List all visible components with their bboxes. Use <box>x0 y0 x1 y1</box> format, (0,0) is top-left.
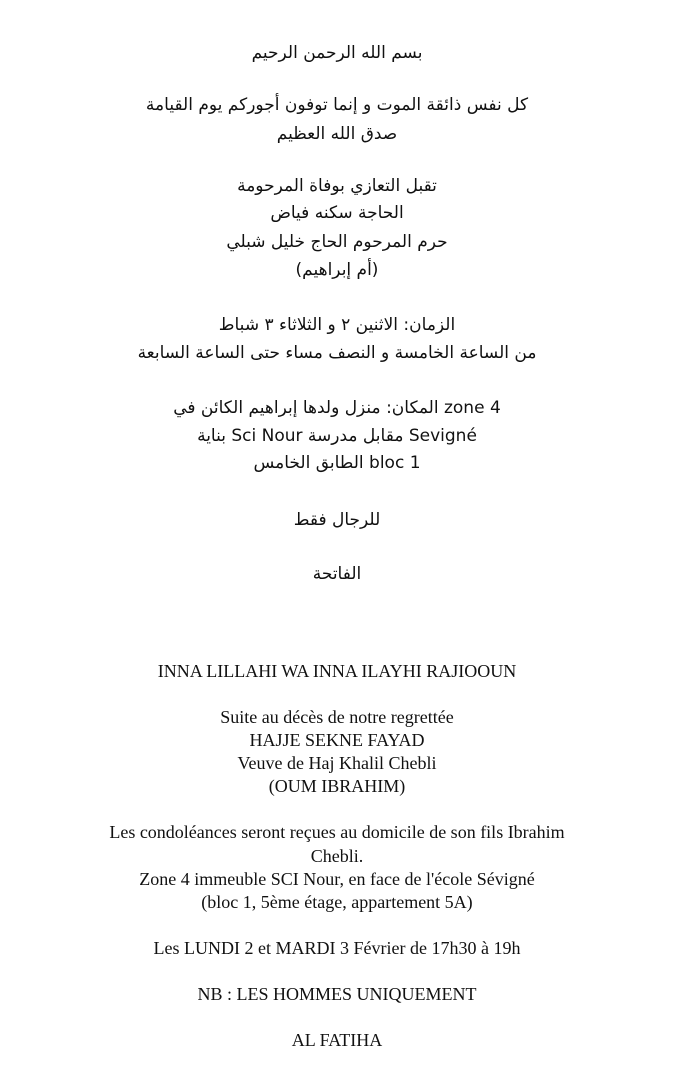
announcement-line: Suite au décès de notre regrettée <box>220 707 454 727</box>
kunya-line: (أم إبراهيم) <box>295 260 379 280</box>
spouse-line: Veuve de Haj Khalil Chebli <box>237 753 437 773</box>
time-line: الزمان: الاثنين ٢ و الثلاثاء ٣ شباط <box>218 315 456 335</box>
building-line: Sevigné مقابل مدرسة Sci Nour بناية <box>197 426 477 446</box>
deceased-name: الحاجة سكنه فياض <box>270 203 404 223</box>
place-line: zone 4 المكان: منزل ولدها إبراهيم الكائن في <box>173 398 501 418</box>
announcement-line: تقبل التعازي بوفاة المرحومة <box>237 176 437 196</box>
floor-line: bloc 1 الطابق الخامس <box>253 453 421 473</box>
address-line: Zone 4 immeuble SCI Nour, en face de l'école Sévigné <box>139 869 535 889</box>
fatiha: AL FATIHA <box>291 1030 383 1050</box>
basmala: بسم الله الرحمن الرحيم <box>251 43 423 63</box>
men-only-note: للرجال فقط <box>293 510 381 530</box>
hours-line: من الساعة الخامسة و النصف مساء حتى الساعة السابعة <box>137 343 537 363</box>
time-line: Les LUNDI 2 et MARDI 3 Février de 17h30 à 19h <box>153 938 521 958</box>
deceased-name: HAJJE SEKNE FAYAD <box>249 730 425 750</box>
condolences-line-cont: Chebli. <box>310 846 364 866</box>
men-only-note: NB : LES HOMMES UNIQUEMENT <box>197 984 477 1004</box>
kunya-line: (OUM IBRAHIM) <box>268 776 406 796</box>
french-heading: INNA LILLAHI WA INNA ILAYHI RAJIOOUN <box>157 661 517 681</box>
address-detail: (bloc 1, 5ème étage, appartement 5A) <box>201 892 473 912</box>
quran-verse: كل نفس ذائقة الموت و إنما توفون أجوركم يوم القيامة <box>145 95 529 115</box>
verse-closing: صدق الله العظيم <box>276 124 398 144</box>
fatiha: الفاتحة <box>312 564 362 584</box>
spouse-line: حرم المرحوم الحاج خليل شبلي <box>226 232 448 252</box>
condolences-line: Les condoléances seront reçues au domicile de son fils Ibrahim <box>109 822 565 842</box>
